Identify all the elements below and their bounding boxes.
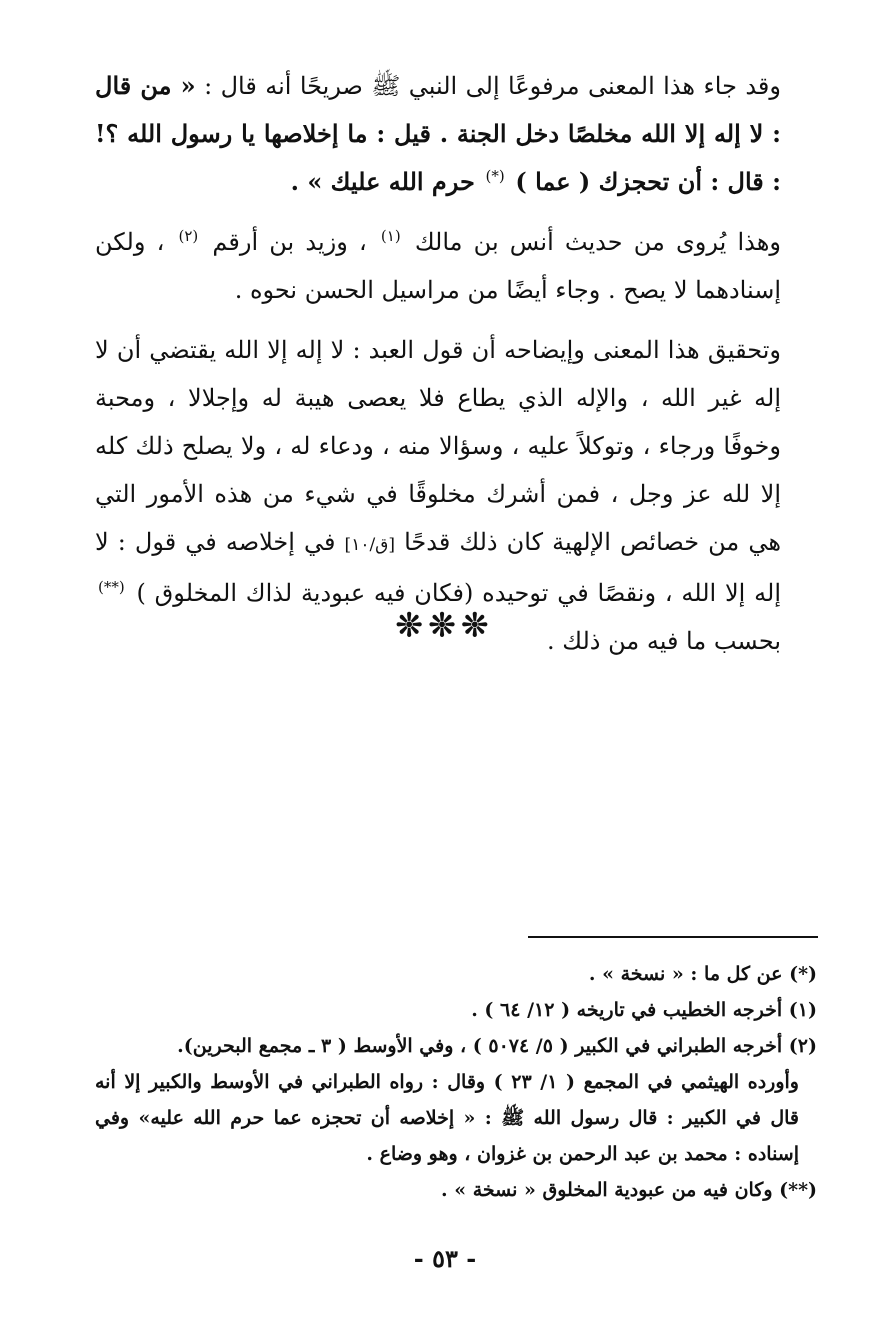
manuscript-marker: [ق/١٠] — [344, 535, 396, 555]
p3-text-b: في إخلاصه في قول : لا إله إلا الله ، ونقصًا في توحيده (فكان فيه عبودية لذاك المخلوق ) — [95, 528, 781, 607]
p2-text-c: ، ولكن إسنادهما لا يصح . وجاء أيضًا من مراسيل الحسن نحوه . — [95, 228, 781, 304]
footnote-ref-2: (٢) — [178, 227, 199, 245]
footnote-1: (١) أخرجه الخطيب في تاريخه ( ١٢/ ٦٤ ) . — [471, 999, 817, 1021]
footnotes — [95, 956, 817, 1208]
p3-text-c: بحسب ما فيه من ذلك . — [546, 627, 781, 655]
paragraph-2 — [95, 218, 815, 314]
footnote-2: (٢) أخرجه الطبراني في الكبير ( ٥/ ٥٠٧٤ ) ، وفي الأوسط ( ٣ ـ مجمع البحرين). — [177, 1035, 817, 1057]
p1-hadith-end: حرم الله عليك » . — [290, 167, 475, 196]
main-text — [95, 62, 815, 677]
page-number: - ٥٣ - — [413, 1244, 477, 1273]
p2-text-a: وهذا يُروى من حديث أنس بن مالك — [414, 228, 781, 256]
footnote-ref-star: (*) — [485, 167, 505, 185]
footnote-2-continuation: وأورده الهيثمي في المجمع ( ١/ ٢٣ ) وقال : رواه الطبراني في الأوسط والكبير إلا أنه قال في الكبير : قال رسول الله ﷺ : « إخلاصه أن تحجزه عما حرم الله عليه» وفي إسناده : محمد بن عبد الرحمن بن غزوان ، وهو وضاع . — [95, 1071, 799, 1165]
footnote-ref-1: (١) — [380, 227, 401, 245]
footnote-double-star: (**) وكان فيه من عبودية المخلوق « نسخة » . — [440, 1179, 817, 1201]
p3-text-a: وتحقيق هذا المعنى وإيضاحه أن قول العبد : لا إله إلا الله يقتضي أن لا إله غير الله ، والإله الذي يطاع فلا يعصى هيبة له وإجلالا ، ومحبة وخوفًا ورجاء ، وتوكلاً عليه ، وسؤالا منه ، ودعاء له ، ولا يصلح ذلك كله إلا لله عز وجل ، فمن أشرك مخلوقًا في شيء من هذه الأمور التي هي من خصائص الإلهية كان ذلك قدحًا — [95, 336, 781, 556]
section-separator: ❊❊❊ — [395, 606, 495, 644]
p2-text-b: ، وزيد بن أرقم — [212, 228, 367, 256]
p1-intro: وقد جاء هذا المعنى مرفوعًا إلى النبي ﷺ صريحًا أنه قال : — [204, 72, 781, 100]
footnote-ref-double-star: (**) — [98, 578, 125, 596]
paragraph-1 — [95, 62, 815, 206]
p1-hadith: « من قال : لا إله إلا الله مخلصًا دخل الجنة . قيل : ما إخلاصها يا رسول الله ؟! : قال : أن تحجزك ( عما ) — [95, 71, 781, 196]
footnote-star: (*) عن كل ما : « نسخة » . — [588, 963, 817, 985]
footnote-divider — [528, 936, 818, 938]
